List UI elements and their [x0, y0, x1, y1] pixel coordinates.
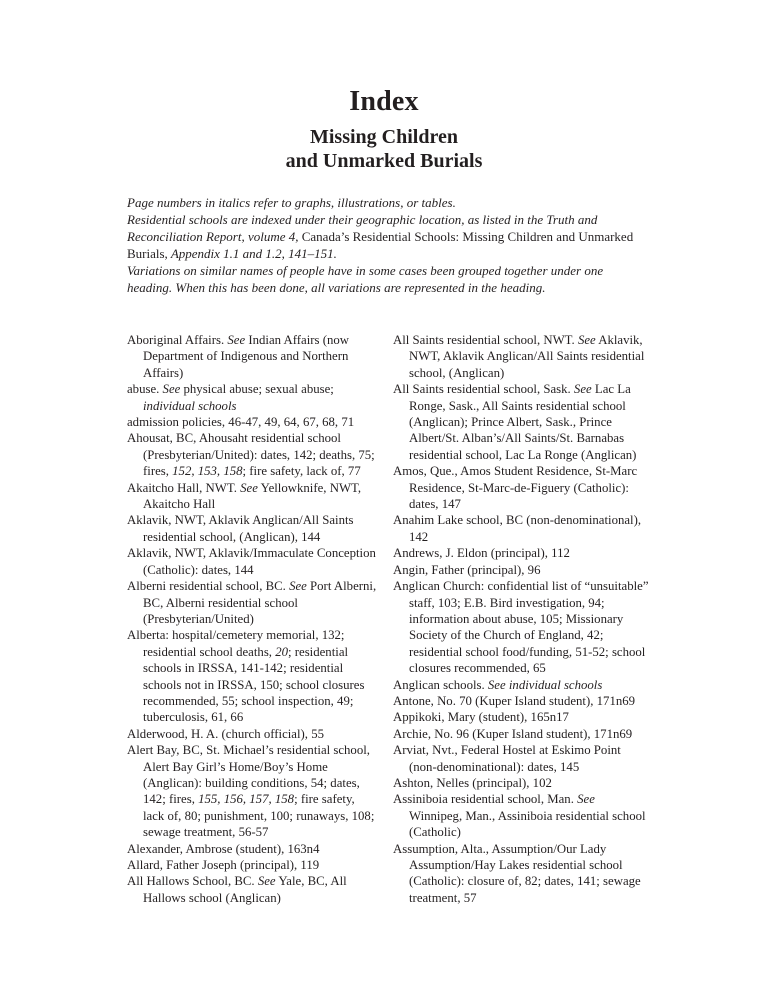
- page-header: [0, 0, 768, 173]
- index-entry: Assiniboia residential school, Man. See Winnipeg, Man., Assiniboia residential school (Catholic): [393, 792, 646, 840]
- page-subtitle-line1: Missing Children: [310, 126, 458, 148]
- index-entry: Ahousat, BC, Ahousaht residential school (Presbyterian/United): dates, 142; deaths, 75; fires, 152, 153, 158; fire safety, lack of, 77: [127, 431, 375, 479]
- index-entry: Appikoki, Mary (student), 165n17: [393, 710, 569, 725]
- index-entry: abuse. See physical abuse; sexual abuse; individual schools: [127, 382, 334, 413]
- index-entry: Arviat, Nvt., Federal Hostel at Eskimo Point (non-denominational): dates, 145: [393, 743, 621, 774]
- index-entry: Anahim Lake school, BC (non-denominational), 142: [393, 513, 642, 544]
- index-entry: Antone, No. 70 (Kuper Island student), 171n69: [393, 693, 636, 708]
- index-entry: All Saints residential school, NWT. See Aklavik, NWT, Aklavik Anglican/All Saints residential school, (Anglican): [393, 333, 645, 380]
- index-column: [127, 332, 379, 906]
- preamble-paragraph: Residential schools are indexed under their geographic location, as listed in the Truth and Reconciliation Report, volume 4, Canada’s Residential Schools: Missing Children and Unmarked Burials, Appendix 1.1 and 1.2, 141–151.: [127, 212, 634, 261]
- index-entry: Alderwood, H. A. (church official), 55: [127, 726, 324, 741]
- index-entry: Ashton, Nelles (principal), 102: [393, 775, 552, 790]
- index-entry: Aklavik, NWT, Aklavik/Immaculate Conception (Catholic): dates, 144: [127, 546, 376, 577]
- index-column: [393, 332, 649, 906]
- index-entry: Alert Bay, BC, St. Michael’s residential school, Alert Bay Girl’s Home/Boy’s Home (Anglican): building conditions, 54; dates, 142; fires, 155, 156, 157, 158; fire safety, lack of, 80; punishment, 100; runaways, 108; sewage treatment, 56-57: [127, 743, 375, 840]
- index-entry: All Hallows School, BC. See Yale, BC, All Hallows school (Anglican): [127, 874, 347, 905]
- index-entry: Allard, Father Joseph (principal), 119: [127, 858, 320, 872]
- index-entry: Anglican schools. See individual schools: [393, 677, 603, 692]
- index-entry: Aklavik, NWT, Aklavik Anglican/All Saints residential school, (Anglican), 144: [127, 513, 354, 544]
- page-title: Index: [349, 86, 419, 117]
- index-entry: Assumption, Alta., Assumption/Our Lady Assumption/Hay Lakes residential school (Catholic): closure of, 82; dates, 141; sewage treatment, 57: [393, 841, 641, 905]
- index-entry: Akaitcho Hall, NWT. See Yellowknife, NWT, Akaitcho Hall: [127, 480, 362, 512]
- preamble-paragraph: Page numbers in italics refer to graphs, illustrations, or tables.: [127, 195, 456, 210]
- index-columns: [127, 332, 768, 906]
- index-entry: Archie, No. 96 (Kuper Island student), 171n69: [393, 726, 633, 741]
- index-entry: Anglican Church: confidential list of “unsuitable” staff, 103; E.B. Bird investigation, 94; information about abuse, 105; Missionary Society of the Church of England, 42; residential school food/funding, 51-52; school closures recommended, 65: [393, 579, 649, 676]
- preamble: [127, 194, 646, 296]
- page-subtitle-line2: and Unmarked Burials: [285, 150, 483, 172]
- index-entry: Aboriginal Affairs. See Indian Affairs (now Department of Indigenous and Northern Affairs): [127, 333, 350, 380]
- index-entry: Alberta: hospital/cemetery memorial, 132; residential school deaths, 20; residential schools in IRSSA, 141-142; residential schools not in IRSSA, 150; school closures recommended, 55; school inspection, 49; tuberculosis, 61, 66: [127, 628, 365, 725]
- preamble-paragraph: Variations on similar names of people have in some cases been grouped together under one heading. When this has been done, all variations are represented in the heading.: [127, 263, 604, 295]
- index-entry: Andrews, J. Eldon (principal), 112: [393, 546, 570, 561]
- index-entry: Alexander, Ambrose (student), 163n4: [127, 841, 320, 856]
- index-entry: Angin, Father (principal), 96: [393, 562, 541, 577]
- index-entry: All Saints residential school, Sask. See Lac La Ronge, Sask., All Saints residential school (Anglican); Prince Albert, Sask., Prince Albert/St. Alban’s/All Saints/St. Barnabas residential school, Lac La Ronge (Anglican): [393, 382, 637, 462]
- index-entry: Alberni residential school, BC. See Port Alberni, BC, Alberni residential school (Presbyterian/United): [127, 579, 377, 626]
- index-entry: admission policies, 46-47, 49, 64, 67, 68, 71: [127, 415, 355, 430]
- index-entry: Amos, Que., Amos Student Residence, St-Marc Residence, St-Marc-de-Figuery (Catholic): dates, 147: [393, 464, 638, 512]
